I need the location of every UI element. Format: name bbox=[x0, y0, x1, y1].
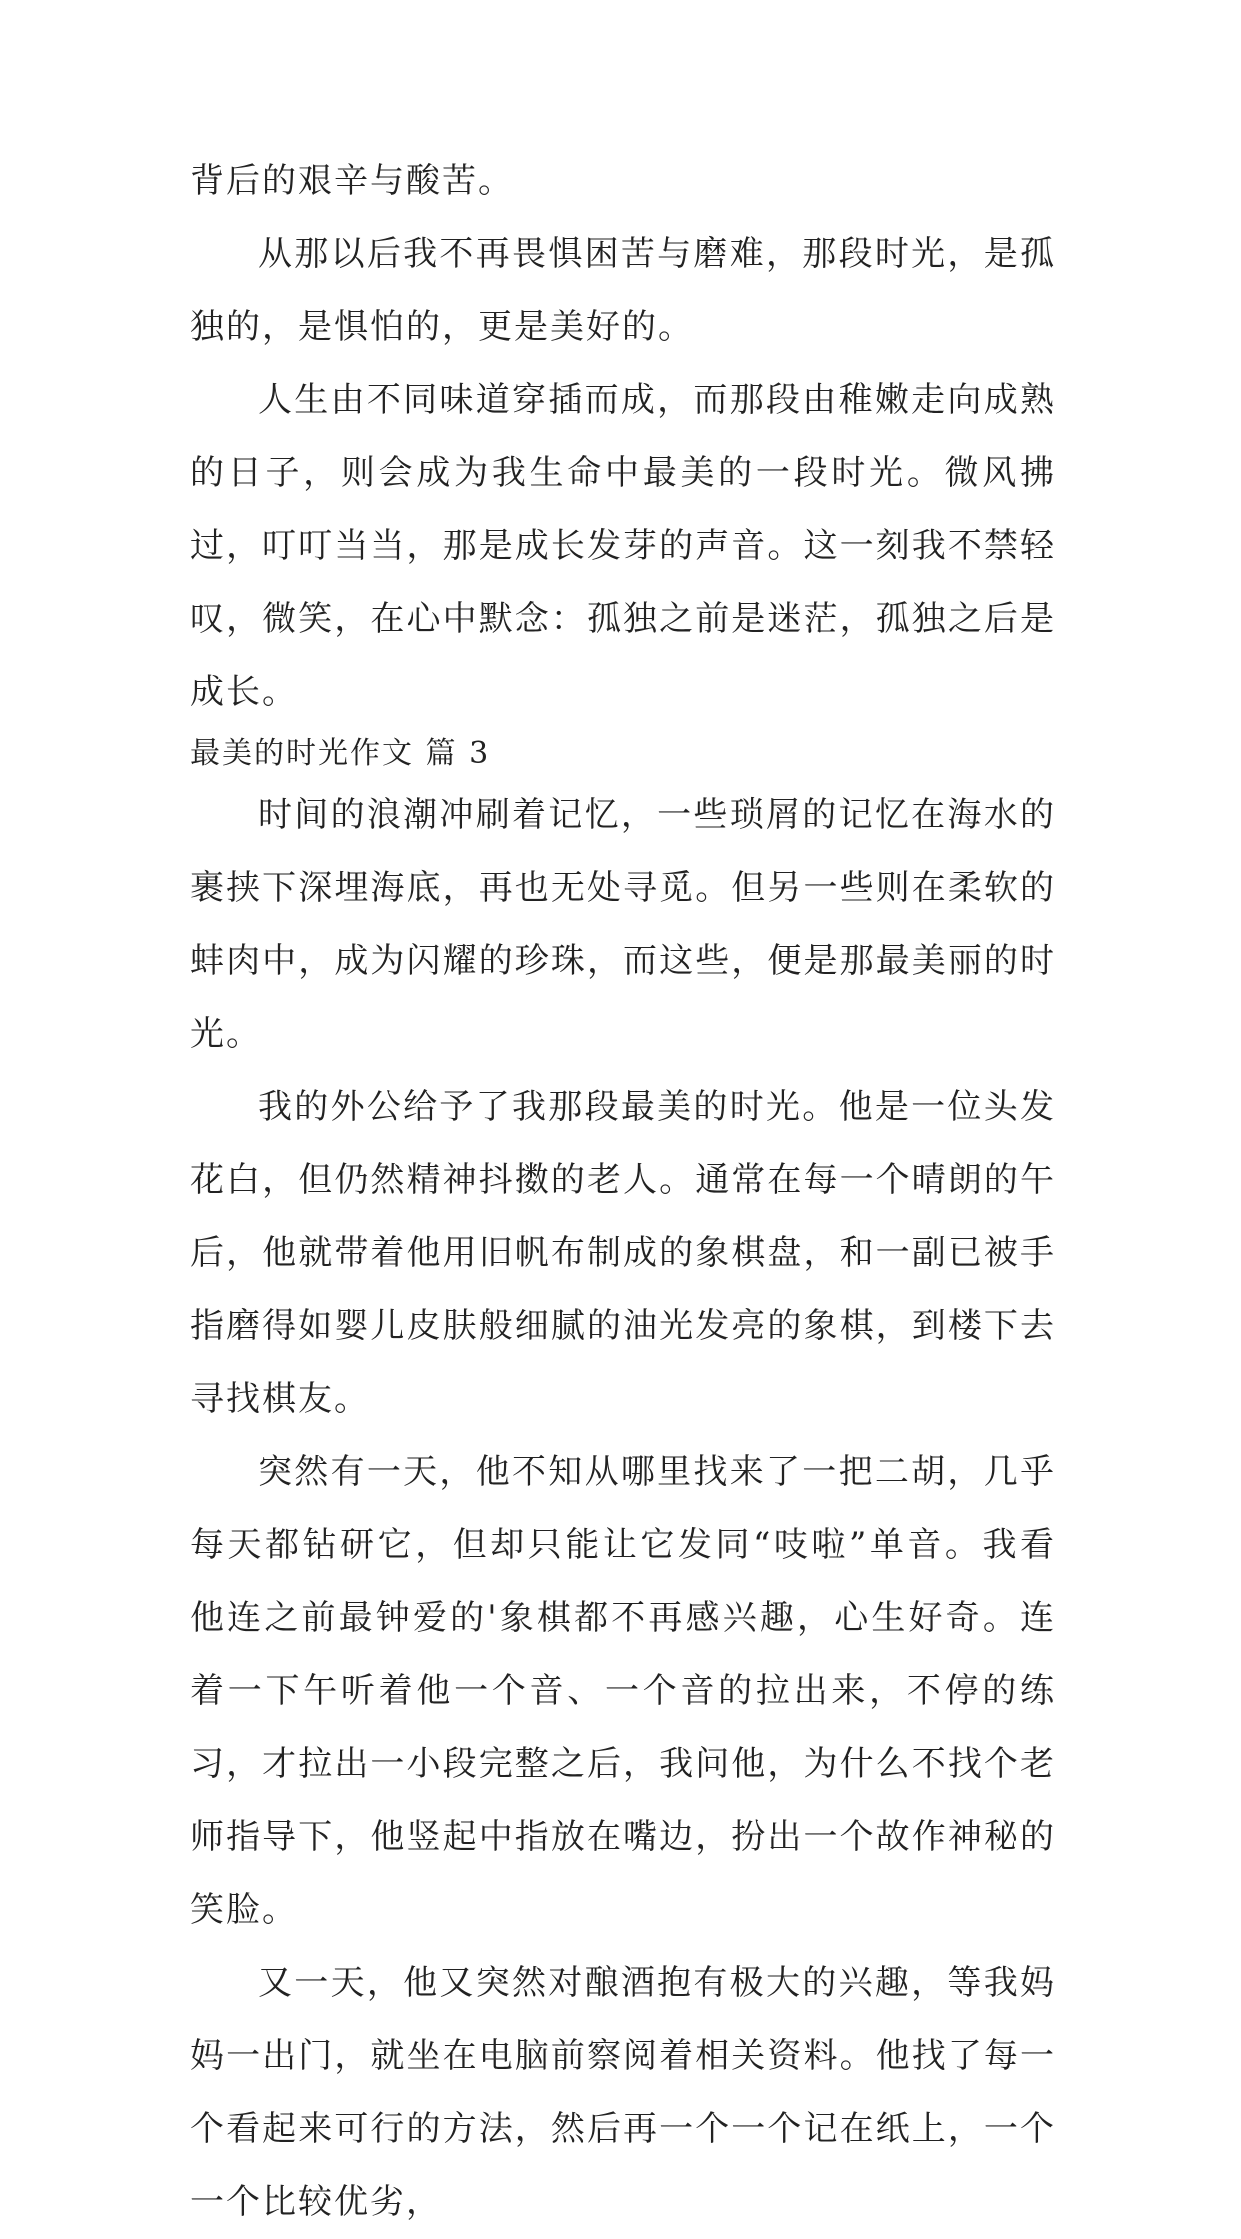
section-heading: 最美的时光作文 篇 3 bbox=[190, 736, 491, 771]
paragraph: 时间的浪潮冲刷着记忆，一些琐屑的记忆在海水的裹挟下深埋海底，再也无处寻觅。但另一些则在柔软的蚌肉中，成为闪耀的珍珠，而这些，便是那最美丽的时光。 bbox=[190, 795, 1056, 1054]
paragraph: 人生由不同味道穿插而成，而那段由稚嫩走向成熟的日子，则会成为我生命中最美的一段时光。微风拂过，叮叮当当，那是成长发芽的声音。这一刻我不禁轻叹，微笑，在心中默念：孤独之前是迷茫，孤独之后是成长。 bbox=[190, 380, 1056, 712]
paragraph: 又一天，他又突然对酿酒抱有极大的兴趣，等我妈妈一出门，就坐在电脑前察阅着相关资料。他找了每一个看起来可行的方法，然后再一个一个记在纸上，一个一个比较优劣， bbox=[190, 1963, 1056, 2222]
paragraph: 背后的艰辛与酸苦。 bbox=[190, 161, 514, 201]
paragraph: 突然有一天，他不知从哪里找来了一把二胡，几乎每天都钻研它，但却只能让它发同“吱啦”单音。我看他连之前最钟爱的'象棋都不再感兴趣，心生好奇。连着一下午听着他一个音、一个音的拉出来，不停的练习，才拉出一小段完整之后，我问他，为什么不找个老师指导下，他竖起中指放在嘴边，扮出一个故作神秘的笑脸。 bbox=[190, 1452, 1056, 1930]
document-body bbox=[190, 145, 1056, 2239]
paragraph: 从那以后我不再畏惧困苦与磨难，那段时光，是孤独的，是惧怕的，更是美好的。 bbox=[190, 234, 1056, 347]
paragraph: 我的外公给予了我那段最美的时光。他是一位头发花白，但仍然精神抖擞的老人。通常在每一个晴朗的午后，他就带着他用旧帆布制成的象棋盘，和一副已被手指磨得如婴儿皮肤般细腻的油光发亮的象棋，到楼下去寻找棋友。 bbox=[190, 1087, 1056, 1419]
